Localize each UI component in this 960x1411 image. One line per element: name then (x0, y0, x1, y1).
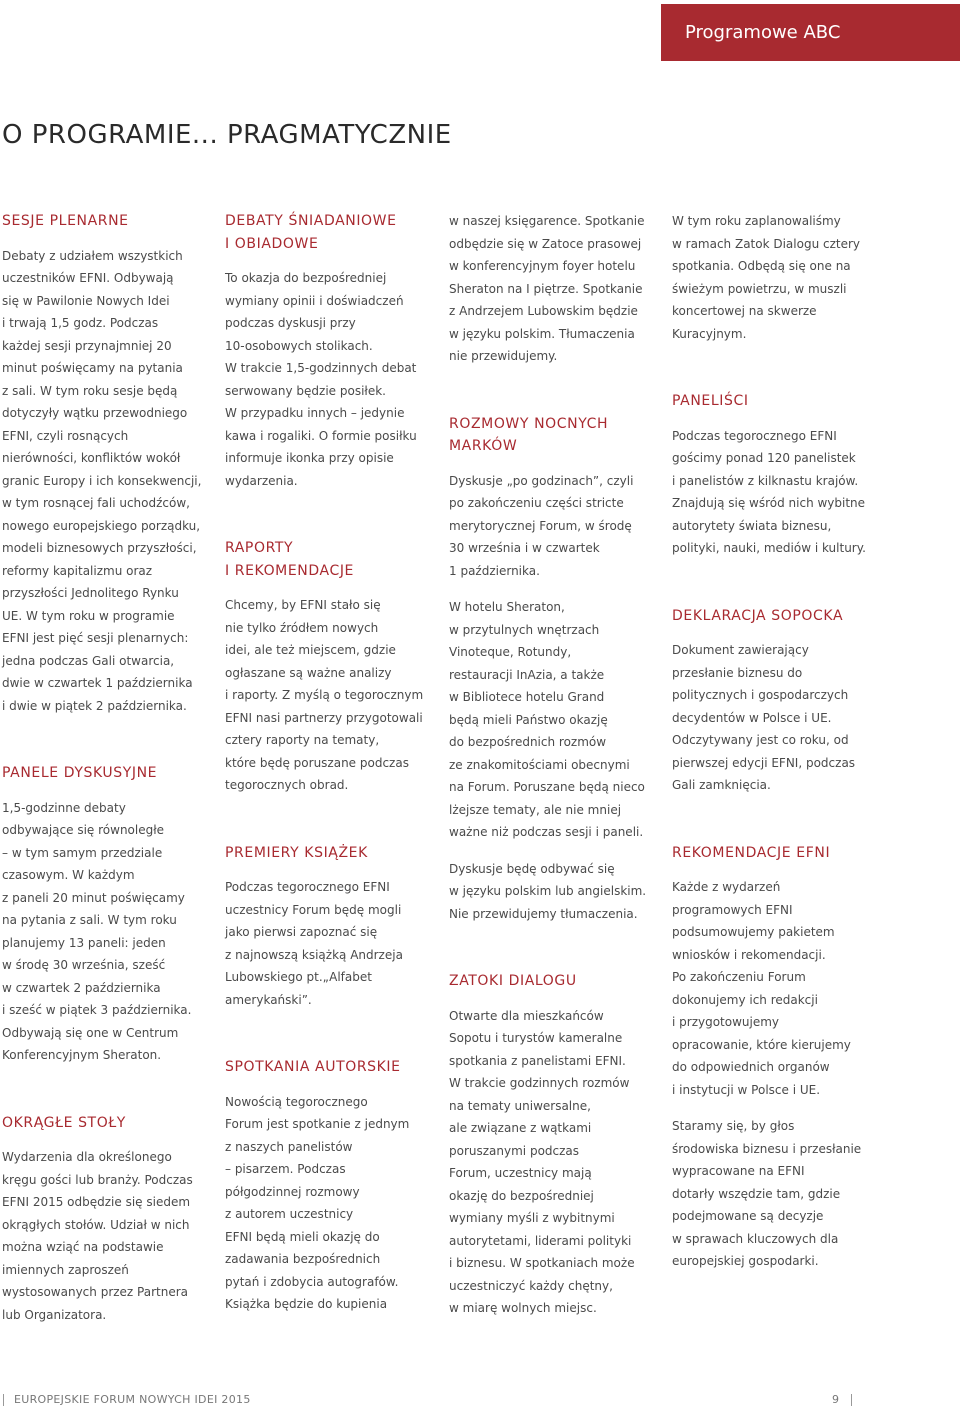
column-3 (449, 210, 664, 1320)
page-number: 9 (832, 1393, 839, 1406)
text-panele-dyskusyjne: 1,5-godzinne debaty odbywające się równoległe – w tym samym przedziale czasowym. W każdym z paneli 20 minut poświęcamy na pytania z sali. W tym roku planujemy 13 paneli: jeden w środę 30 września, sześć w czwartek 2 października i sześć w piątek 3 października. Odbywają się one w Centrum Konferencyjnym Sheraton. (2, 800, 192, 1062)
text-panelisci: Podczas tegorocznego EFNI gościmy ponad 120 panelistek i panelistów z kilknastu krajów. Znajdują się wśród nich wybitne autorytety świata biznesu, polityki, nauki, mediów i kultury. (672, 428, 866, 555)
footer-divider-right (851, 1394, 852, 1406)
heading-rozmowy-nocnych-markow: ROZMOWY NOCNYCH MARKÓW (449, 415, 609, 454)
column-4 (672, 210, 887, 1273)
text-rozmowy-2: W hotelu Sheraton, w przytulnych wnętrzach Vinoteque, Rotundy, restauracji InAzia, a także w Bibliotece hotelu Grand będą mieli Państwo okazję do bezpośrednich rozmów ze znakomitościami obecnymi na Forum. Poruszane będą nieco lżejsze tematy, ale nie mniej ważne niż podczas sesji i paneli. (449, 600, 645, 839)
text-debaty-sniadaniowe: To okazja do bezpośredniej wymiany opinii i doświadczeń podczas dyskusji przy 10-osobowych stolikach. W trakcie 1,5-godzinnych debat serwowany będzie posiłek. W przypadku innych – jedynie kawa i rogaliki. O formie posiłku informuje ikonka przy opisie wydarzenia. (225, 271, 417, 488)
heading-spotkania-autorskie: SPOTKANIA AUTORSKIE (225, 1059, 401, 1075)
heading-okragle-stoly: OKRĄGŁE STOŁY (2, 1114, 126, 1131)
heading-deklaracja-sopocka: DEKLARACJA SOPOCKA (672, 607, 844, 624)
section-tab-label: Programowe ABC (685, 22, 841, 43)
text-rozmowy-3: Dyskusje będę odbywać się w języku polskim lub angielskim. Nie przewidujemy tłumaczenia. (449, 861, 647, 921)
heading-zatoki-dialogu: ZATOKI DIALOGU (449, 973, 577, 989)
text-zatoki-dialogu-cd: W tym roku zaplanowaliśmy w ramach Zatok Dialogu cztery spotkania. Odbędą się one na świeżym powietrzu, w muszli koncertowej na skwerze Kuracyjnym. (672, 214, 861, 341)
text-okragle-stoly: Wydarzenia dla określonego kręgu gości lub branży. Podczas EFNI 2015 odbędzie się siedem okrągłych stołów. Udział w nich można wziąć na podstawie imiennych zaproszeń wystosowanych przez Partnera lub Organizatora. (2, 1150, 193, 1322)
text-sesje-plenarne: Debaty z udziałem wszystkich uczestników EFNI. Odbywają się w Pawilonie Nowych Idei i trwają 1,5 godz. Podczas każdej sesji przynajmniej 20 minut poświęcamy na pytania z sali. W tym roku sesje będą dotyczyły wątku przewodniego EFNI, czyli rosnących nierówności, konfliktów wokół granic Europy i ich konsekwencji, w tym rosnącej fali uchodźców, nowego europejskiego porządku, modeli biznesowych przyszłości, reformy kapitalizmu oraz przyszłości Jednolitego Rynku UE. W tym roku w programie EFNI jest pięć sesji plenarnych: jedna podczas Gali otwarcia, dwie w czwartek 1 października i dwie w piątek 2 października. (2, 248, 202, 713)
text-raporty: Chcemy, by EFNI stało się nie tylko źródłem nowych idei, ale też miejscem, gdzie ogłaszane są ważne analizy i raporty. Z myślą o tegorocznym EFNI nasi partnerzy przygotowali cztery raporty na tematy, które będę poruszane podczas tegorocznych obrad. (225, 598, 424, 792)
text-ksiegarnia: w naszej księgarence. Spotkanie odbędzie się w Zatoce prasowej w konferencyjnym foyer hotelu Sheraton na I piętrze. Spotkanie z Andrzejem Lubowskim będzie w języku polskim. Tłumaczenia nie przewidujemy. (449, 214, 645, 363)
text-premiery-ksiazek: Podczas tegorocznego EFNI uczestnicy Forum będę mogli jako pierwsi zapoznać się z najnowszą książką Andrzeja Lubowskiego pt.„Alfabet amerykański”. (225, 880, 403, 1007)
column-1 (2, 210, 217, 1326)
heading-debaty-sniadaniowe: DEBATY ŚNIADANIOWE I OBIADOWE (225, 213, 397, 252)
page-footer (0, 1391, 960, 1411)
text-rekomendacje-2: Staramy się, by głos środowiska biznesu i przesłanie wypracowane na EFNI dotarły wszędzie tam, gdzie podejmowane są decyzje w sprawach kluczowych dla europejskiej gospodarki. (672, 1119, 862, 1268)
heading-panele-dyskusyjne: PANELE DYSKUSYJNE (2, 765, 158, 781)
column-2 (225, 210, 440, 1316)
text-deklaracja-sopocka: Dokument zawierający przesłanie biznesu do politycznych i gospodarczych decydentów w Polsce i UE. Odczytywany jest co roku, od pierwszej edycji EFNI, podczas Gali zamknięcia. (672, 643, 856, 792)
page-title: O PROGRAMIE... PRAGMATYCZNIE (2, 120, 452, 150)
text-rekomendacje-1: Każde z wydarzeń programowych EFNI podsumowujemy pakietem wniosków i rekomendacji. Po zakończeniu Forum dokonujemy ich redakcji i przygotowujemy opracowanie, które kierujemy do odpowiednich organów i instytucji w Polsce i UE. (672, 880, 851, 1097)
section-tab (661, 4, 960, 61)
heading-premiery-ksiazek: PREMIERY KSIĄŻEK (225, 844, 368, 861)
text-spotkania-autorskie: Nowością tegorocznego Forum jest spotkanie z jednym z naszych panelistów – pisarzem. Podczas półgodzinnej rozmowy z autorem uczestnicy EFNI będą mieli okazję do zadawania bezpośrednich pytań i zdobycia autografów. Książka będzie do kupienia (225, 1094, 410, 1311)
footer-title: EUROPEJSKIE FORUM NOWYCH IDEI 2015 (14, 1393, 251, 1406)
text-rozmowy-1: Dyskusje „po godzinach”, czyli po zakończeniu części stricte merytorycznej Forum, w środę 30 września i w czwartek 1 października. (449, 473, 634, 578)
footer-divider-left (3, 1394, 4, 1406)
text-zatoki-dialogu: Otwarte dla mieszkańców Sopotu i turystów kameralne spotkania z panelistami EFNI. W trakcie godzinnych rozmów na tematy uniwersalne, ale związane z wątkami poruszanymi podczas Forum, uczestnicy mają okazję do bezpośredniej wymiany myśli z wybitnymi autorytetami, liderami polityki i biznesu. W spotkaniach może uczestniczyć każdy chętny, w miarę wolnych miejsc. (449, 1008, 635, 1315)
heading-panelisci: PANELIŚCI (672, 393, 749, 409)
heading-sesje-plenarne: SESJE PLENARNE (2, 213, 129, 229)
heading-raporty: RAPORTY I REKOMENDACJE (225, 540, 354, 579)
heading-rekomendacje-efni: REKOMENDACJE EFNI (672, 844, 831, 861)
